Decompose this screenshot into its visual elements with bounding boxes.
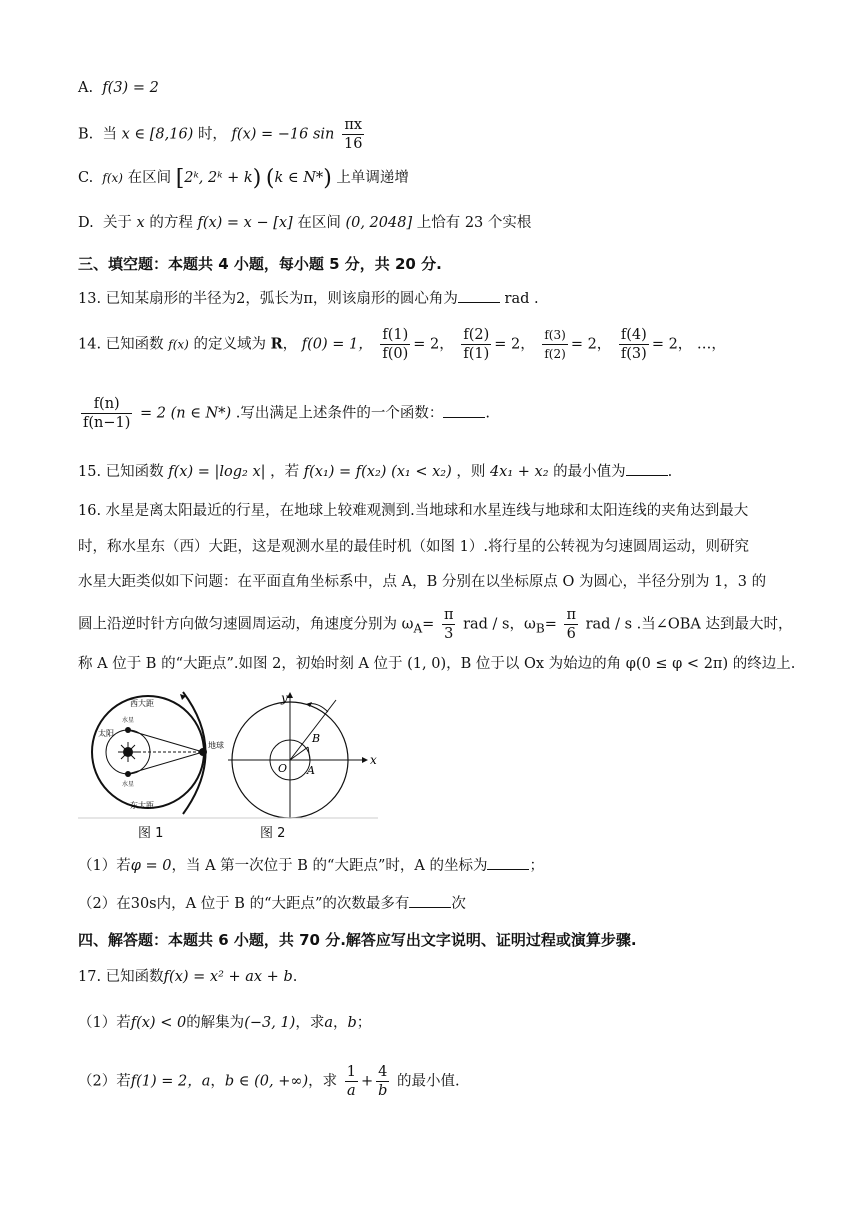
question-16-line1: 16. 水星是离太阳最近的行星，在地球上较难观测到.当地球和水星连线与地球和太阳连线的夹角达到最大 bbox=[78, 503, 749, 519]
question-14-line2: $\frac{f(n)}{f(n-1)}$ = 2 (n ∈ N*) .写出满足上述条件的一个函数： . bbox=[83, 396, 490, 431]
question-17-part2: （2）若f(1) = 2，a，b ∈ (0, +∞)，求 $\frac{1}{a}$ + $\frac{4}{b}$ 的最小值. bbox=[78, 1064, 460, 1099]
figure-2 bbox=[228, 691, 377, 818]
svg-text:水星: 水星 bbox=[122, 717, 135, 724]
section-heading-fill-in: 三、填空题：本题共 4 小题，每小题 5 分，共 20 分. bbox=[78, 255, 442, 273]
svg-text:A: A bbox=[307, 764, 315, 777]
mercury-icon bbox=[125, 727, 131, 733]
figure-1 bbox=[92, 692, 224, 814]
option-c: C. f(x) 在区间 [2ᵏ, 2ᵏ + k) (k ∈ N*) 上单调递增 bbox=[78, 166, 409, 191]
svg-text:B: B bbox=[312, 732, 321, 745]
question-13: 13. 已知某扇形的半径为2，弧长为π，则该扇形的圆心角为 rad . bbox=[78, 288, 539, 310]
svg-text:西大距: 西大距 bbox=[130, 699, 154, 708]
fraction: $\frac{\pi x}{16}$ bbox=[344, 117, 363, 152]
mercury-icon bbox=[125, 771, 131, 777]
answer-blank bbox=[487, 855, 529, 870]
question-16-line3: 水星大距类似如下问题：在平面直角坐标系中，点 A，B 分别在以坐标原点 O 为圆心，半径分别为 1，3 的 bbox=[78, 574, 767, 590]
figure-1-caption: 图 1 bbox=[138, 826, 164, 841]
answer-blank bbox=[458, 288, 500, 303]
svg-text:y: y bbox=[281, 691, 288, 705]
section-heading-solutions: 四、解答题：本题共 6 小题，共 70 分.解答应写出文字说明、证明过程或演算步骤. bbox=[78, 931, 637, 949]
figure-diagrams bbox=[78, 690, 378, 820]
question-16-line2: 时，称水星东（西）大距，这是观测水星的最佳时机（如图 1）.将行星的公转视为匀速圆周运动，则研究 bbox=[78, 539, 749, 555]
question-15: 15. 已知函数 f(x) = |log₂ x| ，若 f(x₁) = f(x₂) (x₁ < x₂) ，则 4x₁ + x₂ 的最小值为 . bbox=[78, 461, 672, 483]
question-16-line4: 圆上沿逆时针方向做匀速圆周运动，角速度分别为 $\omega_A=$ $\frac{\pi}{3}$ rad / s，$\omega_B=$ $\frac{\pi}{6}$ rad / s .当∠OBA 达到最大时， bbox=[78, 607, 793, 642]
question-14-line1: 14. 已知函数 f(x) 的定义域为 R， f(0) = 1， $\frac{f(1)}{f(0)}$ = 2， $\frac{f(2)}{f(1)}$ = 2， $\frac{f(3)}{f(2)}$ = 2， $\frac{f(4)}{f(3)}$ = 2， …， bbox=[78, 327, 726, 362]
option-b: B. 当 x ∈ [8,16) 时， f(x) = −16 sin $\frac{\pi x}{16}$ bbox=[78, 117, 363, 152]
option-a: A. f(3) = 2 bbox=[78, 80, 159, 96]
svg-text:水星: 水星 bbox=[122, 781, 135, 788]
svg-text:太阳: 太阳 bbox=[98, 729, 114, 738]
svg-text:O: O bbox=[278, 762, 288, 775]
earth-icon bbox=[199, 748, 207, 756]
question-17-part1: （1）若f(x) < 0的解集为(−3, 1)，求a，b； bbox=[78, 1015, 372, 1031]
question-17: 17. 已知函数f(x) = x² + ax + b. bbox=[78, 969, 298, 985]
answer-blank bbox=[443, 403, 485, 418]
svg-text:东大距: 东大距 bbox=[130, 801, 154, 810]
question-16-part2: （2）在30s内，A 位于 B 的“大距点”的次数最多有 次 bbox=[78, 893, 466, 915]
option-d: D. 关于 x 的方程 f(x) = x − [x] 在区间 (0, 2048] 上恰有 23 个实根 bbox=[78, 215, 532, 231]
answer-blank bbox=[626, 461, 668, 476]
answer-blank bbox=[409, 893, 451, 908]
svg-text:x: x bbox=[370, 753, 377, 767]
svg-text:地球: 地球 bbox=[208, 741, 224, 750]
question-16-line5: 称 A 位于 B 的“大距点”.如图 2，初始时刻 A 位于 (1, 0)，B 位于以 Ox 为始边的角 φ(0 ≤ φ < 2π) 的终边上. bbox=[78, 656, 796, 672]
question-16-part1: （1）若φ = 0，当 A 第一次位于 B 的“大距点”时，A 的坐标为 ； bbox=[78, 855, 544, 877]
figure-2-caption: 图 2 bbox=[260, 826, 286, 841]
